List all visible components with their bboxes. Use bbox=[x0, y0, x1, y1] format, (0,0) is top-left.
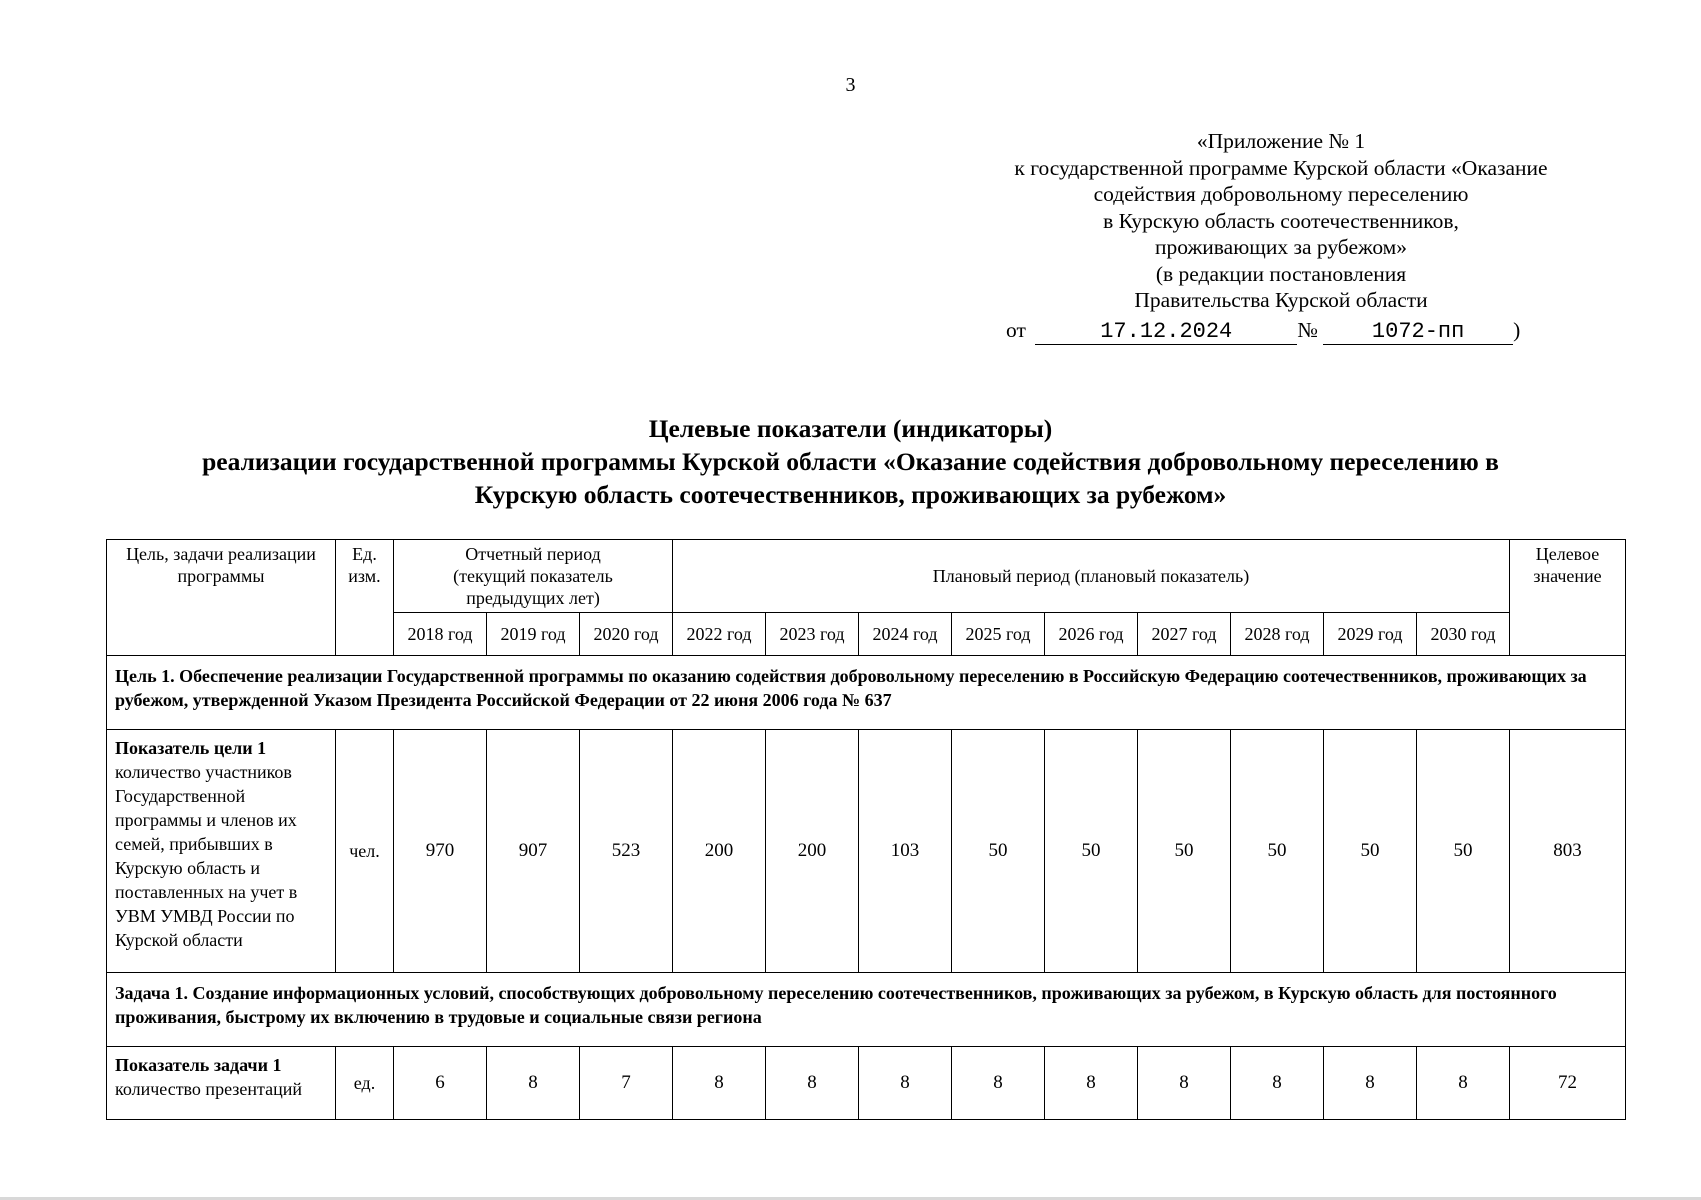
value-cell: 50 bbox=[1417, 730, 1510, 973]
value-cell: 8 bbox=[766, 1047, 859, 1120]
appendix-line: в Курскую область соотечественников, bbox=[1103, 208, 1459, 233]
value-cell: 200 bbox=[673, 730, 766, 973]
value-cell: 523 bbox=[580, 730, 673, 973]
reported-period-header: Отчетный период (текущий показатель предыдущих лет) bbox=[394, 540, 673, 613]
year-header: 2025 год bbox=[952, 613, 1045, 656]
year-header: 2029 год bbox=[1324, 613, 1417, 656]
appendix-block bbox=[940, 128, 1622, 314]
title-line: Целевые показатели (индикаторы) bbox=[648, 414, 1053, 443]
value-cell: 50 bbox=[1045, 730, 1138, 973]
title-line: Курскую область соотечественников, проживающих за рубежом» bbox=[474, 480, 1227, 509]
unit-header: Ед. изм. bbox=[336, 540, 394, 656]
year-header: 2023 год bbox=[766, 613, 859, 656]
task-row bbox=[107, 973, 1626, 1047]
year-header: 2028 год bbox=[1231, 613, 1324, 656]
from-label: от bbox=[1006, 318, 1026, 342]
year-header: 2020 год bbox=[580, 613, 673, 656]
title-line: реализации государственной программы Курской области «Оказание содействия добровольному переселению в bbox=[202, 447, 1499, 476]
value-cell: 50 bbox=[1231, 730, 1324, 973]
appendix-line: (в редакции постановления bbox=[1155, 261, 1407, 286]
value-cell: 103 bbox=[859, 730, 952, 973]
year-header: 2026 год bbox=[1045, 613, 1138, 656]
value-cell: 8 bbox=[1231, 1047, 1324, 1120]
indicator-label: Показатель цели 1 bbox=[115, 738, 267, 758]
indicator-description bbox=[107, 730, 336, 973]
resolution-number: 1072-пп bbox=[1323, 319, 1513, 345]
page-number: 3 bbox=[845, 74, 856, 96]
indicator-description bbox=[107, 1047, 336, 1120]
indicator-text: количество участников Государственной программы и членов их семей, прибывших в Курскую область и поставленных на учет в УВМ УМВД России по Курской области bbox=[115, 762, 298, 950]
year-header: 2027 год bbox=[1138, 613, 1231, 656]
unit-cell: ед. bbox=[336, 1047, 394, 1120]
goal-1-text: Цель 1. Обеспечение реализации Государственной программы по оказанию содействия добровольному переселению в Российскую Федерацию соотечественников, проживающих за рубежом, утвержденной Указом Президента Российской Федерации от 22 июня 2006 года № 637 bbox=[107, 656, 1626, 730]
value-cell: 8 bbox=[487, 1047, 580, 1120]
year-header: 2019 год bbox=[487, 613, 580, 656]
table-row bbox=[107, 1047, 1626, 1120]
value-cell: 8 bbox=[673, 1047, 766, 1120]
appendix-line: содействия добровольному переселению bbox=[1093, 182, 1469, 206]
goal-header: Цель, задачи реализации программы bbox=[107, 540, 336, 656]
number-label: № bbox=[1297, 318, 1318, 342]
value-cell: 7 bbox=[580, 1047, 673, 1120]
appendix-line: к государственной программе Курской области «Оказание bbox=[1014, 155, 1548, 180]
planned-period-header: Плановый период (плановый показатель) bbox=[673, 540, 1510, 613]
value-cell: 8 bbox=[1045, 1047, 1138, 1120]
task-1-text: Задача 1. Создание информационных условий, способствующих добровольному переселению соотечественников, проживающих за рубежом, в Курскую область для постоянного проживания, быстрому их включению в трудовые и социальные связи региона bbox=[107, 973, 1626, 1047]
target-header: Целевое значение bbox=[1510, 540, 1626, 656]
target-cell: 72 bbox=[1510, 1047, 1626, 1120]
unit-cell: чел. bbox=[336, 730, 394, 973]
year-header: 2022 год bbox=[673, 613, 766, 656]
table-row bbox=[107, 730, 1626, 973]
header-row bbox=[107, 540, 1626, 613]
indicator-label: Показатель задачи 1 bbox=[115, 1055, 282, 1075]
year-header: 2018 год bbox=[394, 613, 487, 656]
document-title bbox=[0, 412, 1701, 511]
year-header: 2024 год bbox=[859, 613, 952, 656]
closing-paren: ) bbox=[1513, 318, 1521, 342]
value-cell: 50 bbox=[952, 730, 1045, 973]
appendix-line: Правительства Курской области bbox=[1134, 288, 1428, 312]
resolution-reference bbox=[1006, 318, 1520, 345]
value-cell: 200 bbox=[766, 730, 859, 973]
value-cell: 50 bbox=[1324, 730, 1417, 973]
value-cell: 907 bbox=[487, 730, 580, 973]
value-cell: 8 bbox=[1138, 1047, 1231, 1120]
resolution-date: 17.12.2024 bbox=[1035, 319, 1297, 345]
appendix-line: «Приложение № 1 bbox=[1196, 129, 1366, 153]
value-cell: 8 bbox=[1324, 1047, 1417, 1120]
target-cell: 803 bbox=[1510, 730, 1626, 973]
value-cell: 8 bbox=[1417, 1047, 1510, 1120]
value-cell: 8 bbox=[952, 1047, 1045, 1120]
indicators-table bbox=[106, 539, 1626, 1120]
indicator-text: количество презентаций bbox=[115, 1079, 302, 1099]
goal-row bbox=[107, 656, 1626, 730]
value-cell: 8 bbox=[859, 1047, 952, 1120]
year-header: 2030 год bbox=[1417, 613, 1510, 656]
appendix-line: проживающих за рубежом» bbox=[1154, 235, 1408, 259]
value-cell: 970 bbox=[394, 730, 487, 973]
value-cell: 50 bbox=[1138, 730, 1231, 973]
value-cell: 6 bbox=[394, 1047, 487, 1120]
